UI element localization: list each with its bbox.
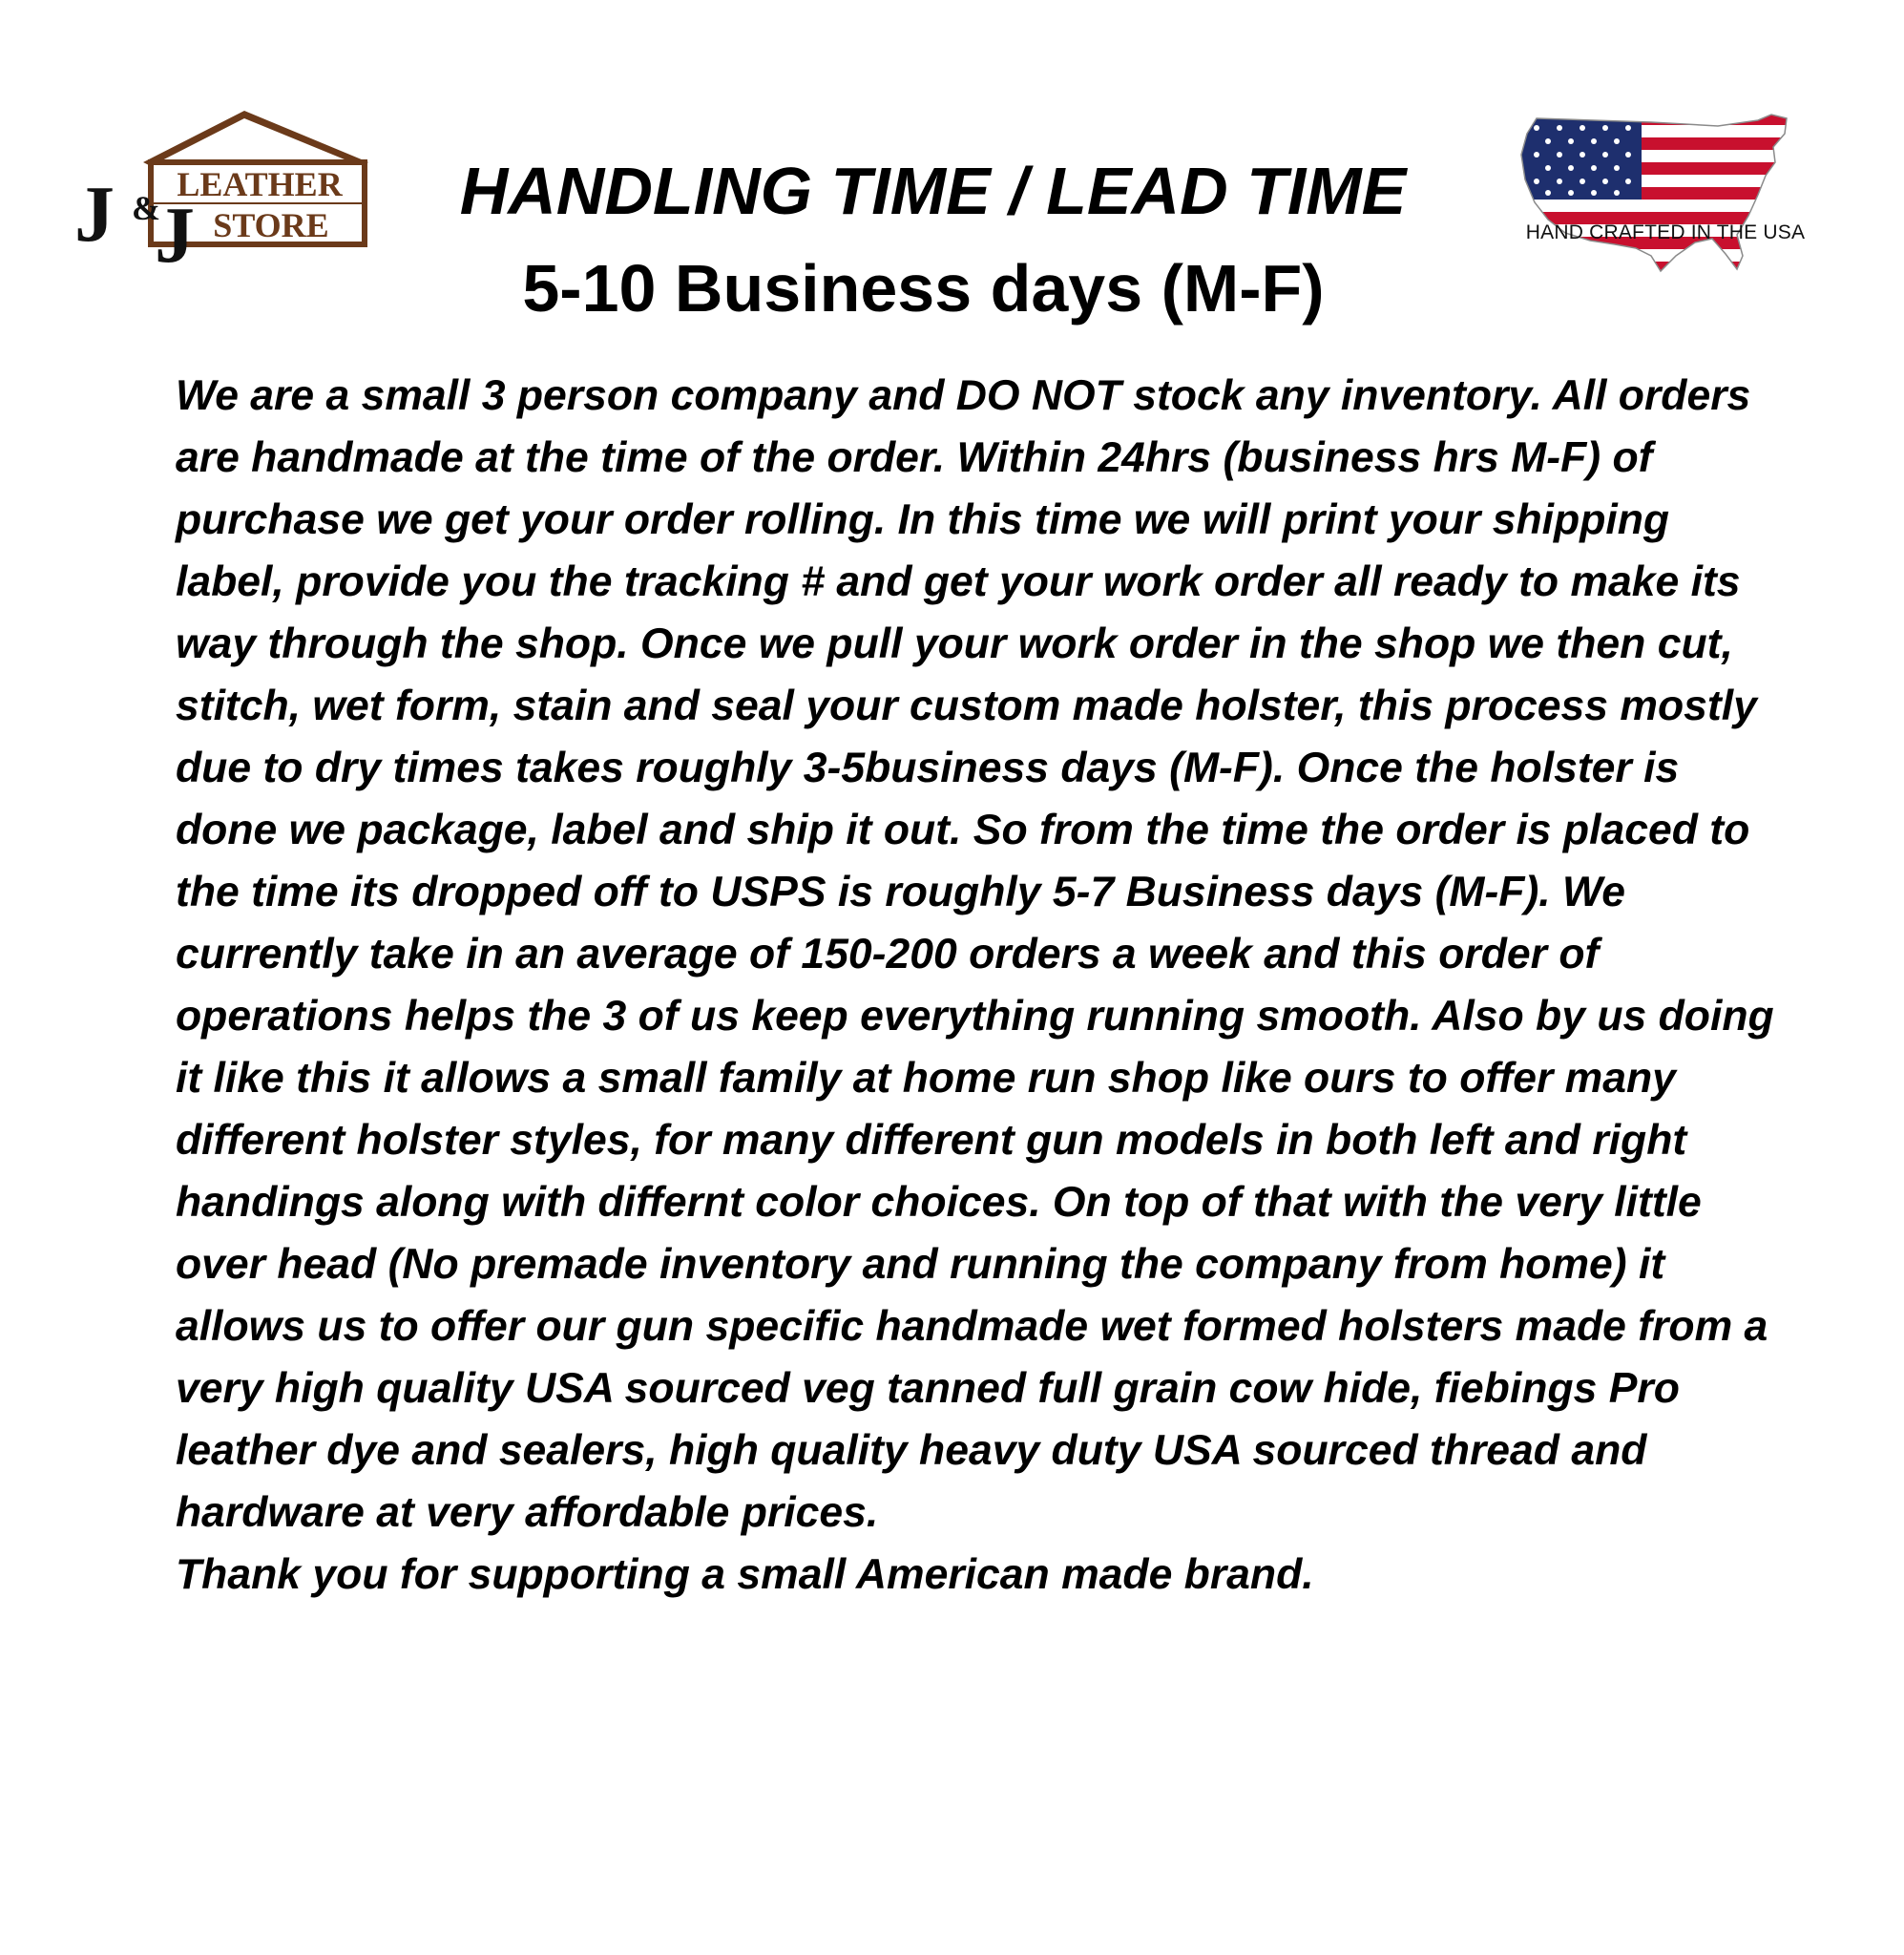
logo-monogram-ampersand: & — [132, 189, 160, 227]
page-subtitle: 5-10 Business days (M-F) — [522, 251, 1325, 326]
logo-text-leather: LEATHER — [177, 165, 343, 203]
logo-text-store: STORE — [213, 206, 329, 244]
closing-line: Thank you for supporting a small American made brand. — [176, 1551, 1314, 1598]
logo-monogram-j-left: J — [74, 170, 115, 259]
body-text — [176, 365, 1789, 1606]
page-title: HANDLING TIME / LEAD TIME — [459, 154, 1407, 228]
hand-crafted-caption: HAND CRAFTED IN THE USA — [1525, 221, 1806, 243]
logo-monogram-j-right: J — [155, 191, 195, 275]
body-paragraph: We are a small 3 person company and DO NOT stock any inventory. All orders are handmade at the time of the order. Within 24hrs (business hrs M-F) of purchase we get your order rolling. In this time we will print your shipping label, provide you the tracking # and get your work order all ready to make its way through the shop. Once we pull your work order in the shop we then cut, stitch, wet form, stain and seal your custom made holster, this process mostly due to dry times takes roughly 3-5business days (M-F). Once the holster is done we package, label and ship it out. So from the time the order is placed to the time its dropped off to USPS is roughly 5-7 Business days (M-F). We currently take in an average of 150-200 orders a week and this order of operations helps the 3 of us keep everything running smooth. Also by us doing it like this it allows a small family at home run shop like ours to offer many different holster styles, for many different gun models in both left and right handings along with differnt color choices. On top of that with the very little over head (No premade inventory and running the company from home) it allows us to offer our gun specific handmade wet formed holsters made from a very high quality USA sourced veg tanned full grain cow hide, fiebings Pro leather dye and sealers, high quality heavy duty USA sourced thread and hardware at very affordable prices. — [176, 372, 1774, 1536]
